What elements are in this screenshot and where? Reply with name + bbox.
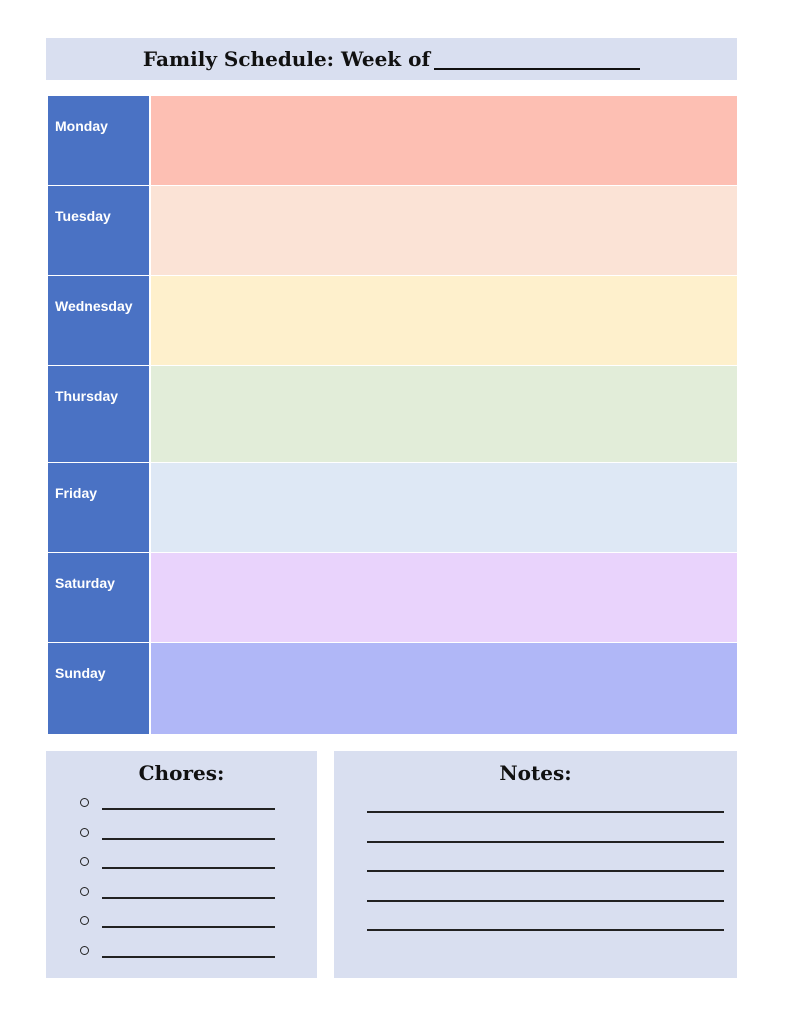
weekly-schedule-table [48,96,737,735]
note-write-line[interactable] [367,900,724,902]
chore-write-line[interactable] [102,946,275,958]
chore-item [80,916,275,928]
title-banner [46,38,737,80]
chore-item [80,828,275,840]
bullet-circle-icon [80,916,89,925]
day-entry-area-friday[interactable] [151,463,737,552]
day-row-tuesday [48,186,737,276]
day-label-monday: Monday [48,96,151,185]
day-row-monday [48,96,737,186]
day-label-friday: Friday [48,463,151,552]
day-entry-area-monday[interactable] [151,96,737,185]
day-row-wednesday [48,276,737,366]
day-entry-area-saturday[interactable] [151,553,737,642]
day-label-tuesday: Tuesday [48,186,151,275]
day-entry-area-tuesday[interactable] [151,186,737,275]
day-label-sunday: Sunday [48,643,151,734]
chores-title: Chores: [138,761,225,785]
week-of-blank[interactable] [434,52,640,70]
day-label-thursday: Thursday [48,366,151,462]
day-entry-area-wednesday[interactable] [151,276,737,365]
bullet-circle-icon [80,798,89,807]
page-title [143,47,640,71]
chore-write-line[interactable] [102,798,275,810]
note-write-line[interactable] [367,811,724,813]
bullet-circle-icon [80,857,89,866]
bullet-circle-icon [80,887,89,896]
chore-write-line[interactable] [102,887,275,899]
day-entry-area-thursday[interactable] [151,366,737,462]
notes-title: Notes: [499,761,572,785]
day-row-saturday [48,553,737,643]
page-title-text: Family Schedule: Week of [142,47,431,71]
day-row-thursday [48,366,737,463]
bullet-circle-icon [80,828,89,837]
day-row-sunday [48,643,737,735]
chore-write-line[interactable] [102,916,275,928]
note-write-line[interactable] [367,841,724,843]
bullet-circle-icon [80,946,89,955]
chore-item [80,857,275,869]
chores-box [46,751,317,978]
day-label-wednesday: Wednesday [48,276,151,365]
chore-write-line[interactable] [102,828,275,840]
chore-item [80,946,275,958]
note-write-line[interactable] [367,929,724,931]
day-label-saturday: Saturday [48,553,151,642]
chore-item [80,798,275,810]
notes-box [334,751,737,978]
chore-write-line[interactable] [102,857,275,869]
day-row-friday [48,463,737,553]
day-entry-area-sunday[interactable] [151,643,737,734]
chore-item [80,887,275,899]
note-write-line[interactable] [367,870,724,872]
